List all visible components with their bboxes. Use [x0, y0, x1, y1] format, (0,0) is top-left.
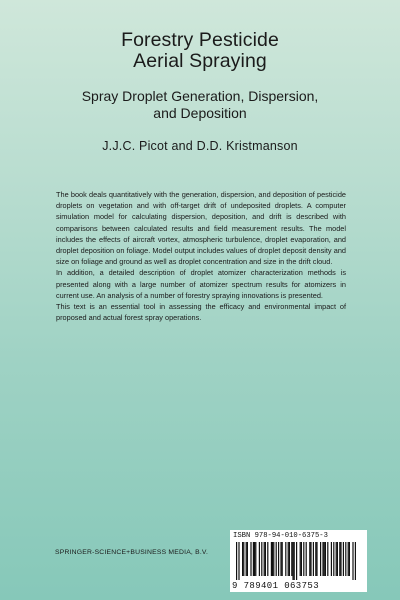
barcode-stripe	[300, 542, 301, 576]
title-line-2: Aerial Spraying	[133, 50, 267, 72]
barcode-stripe	[313, 542, 314, 576]
isbn-barcode	[230, 530, 367, 592]
barcode-stripe	[254, 542, 255, 576]
description-paragraph-2: In addition, a detailed description of droplet atomizer characterization methods is presented along with a large number of atomizer spectrum results for atomizers in current use. An analysis of a number of forestry spraying innovations is presented.	[56, 268, 346, 300]
barcode-stripe	[345, 542, 346, 576]
isbn-number: ISBN 978-94-010-6375-3	[233, 532, 328, 540]
barcode-stripe	[348, 542, 349, 576]
book-subtitle	[0, 88, 400, 122]
barcode-stripe	[340, 542, 341, 576]
barcode-stripe	[273, 542, 274, 576]
barcode-stripe	[316, 542, 317, 576]
book-title	[0, 30, 400, 72]
barcode-stripe	[236, 542, 237, 580]
barcode-stripe	[280, 542, 281, 576]
barcode-stripe	[289, 542, 290, 576]
barcode-stripe	[331, 542, 332, 576]
barcode-stripe	[310, 542, 311, 576]
barcode-stripe	[296, 542, 297, 580]
barcode-stripe	[288, 542, 289, 576]
barcode-stripe	[306, 542, 307, 576]
barcode-stripe	[301, 542, 302, 576]
subtitle-line-1: Spray Droplet Generation, Dispersion,	[81, 88, 319, 104]
barcode-stripe	[265, 542, 266, 576]
barcode-stripe	[292, 542, 293, 580]
barcode-stripe	[238, 542, 239, 580]
barcode-stripe	[261, 542, 262, 576]
barcode-stripe	[285, 542, 286, 576]
barcode-stripe	[333, 542, 334, 576]
barcode-stripe	[272, 542, 273, 576]
publisher-name: SPRINGER-SCIENCE+BUSINESS MEDIA, B.V.	[55, 549, 209, 556]
barcode-stripe	[276, 542, 277, 576]
barcode-stripe	[267, 542, 268, 576]
barcode-stripe	[250, 542, 251, 576]
barcode-stripe	[282, 542, 283, 576]
barcode-stripe	[324, 542, 325, 576]
description-paragraph-3: This text is an essential tool in assessing the efficacy and environmental impact of proposed and actual forest spray operations.	[56, 302, 346, 323]
authors: J.J.C. Picot and D.D. Kristmanson	[102, 139, 298, 153]
description-paragraph-1: The book deals quantitatively with the generation, dispersion, and deposition of pesticide droplets on vegetation and with off-target drift of undeposited droplets. A computer simulation model for calculating dispersion, deposition, and drift is described with comparisons between calculated results and field measurement results. The model includes the effects of aircraft vortex, atmospheric turbulence, droplet evaporation, and droplet deposition on foliage. Model output includes values of droplet deposit density and size on foliage and ground as well as droplet concentration and size in the drift cloud.	[56, 190, 346, 267]
barcode-stripe	[315, 542, 316, 576]
barcode-stripe	[294, 542, 295, 580]
barcode-stripe	[247, 542, 248, 576]
barcode-stripe	[253, 542, 254, 576]
subtitle-line-2: and Deposition	[153, 105, 247, 121]
title-line-1: Forestry Pesticide	[121, 29, 279, 51]
description-text	[56, 189, 346, 323]
barcode-stripe	[343, 542, 344, 576]
barcode-digits: 9 789401 063753	[232, 581, 320, 591]
barcode-stripe	[291, 542, 292, 576]
barcode-stripe	[352, 542, 353, 580]
barcode-stripe	[337, 542, 338, 576]
barcode-stripe	[242, 542, 243, 576]
barcode-stripe	[349, 542, 350, 576]
barcode-stripe	[243, 542, 244, 576]
barcode-stripe	[339, 542, 340, 576]
barcode-stripe	[355, 542, 356, 580]
barcode-stripe	[322, 542, 323, 576]
barcode-stripe	[246, 542, 247, 576]
barcode-stripe	[309, 542, 310, 576]
barcode-stripe	[259, 542, 260, 576]
barcode-stripe	[255, 542, 256, 576]
barcode-stripe	[327, 542, 328, 576]
barcode-stripe	[320, 542, 321, 576]
barcode-stripe	[278, 542, 279, 576]
barcode-stripe	[264, 542, 265, 576]
barcode-bars	[236, 542, 361, 580]
barcode-stripe	[271, 542, 272, 576]
barcode-stripe	[336, 542, 337, 576]
barcode-stripe	[325, 542, 326, 576]
barcode-stripe	[303, 542, 304, 576]
